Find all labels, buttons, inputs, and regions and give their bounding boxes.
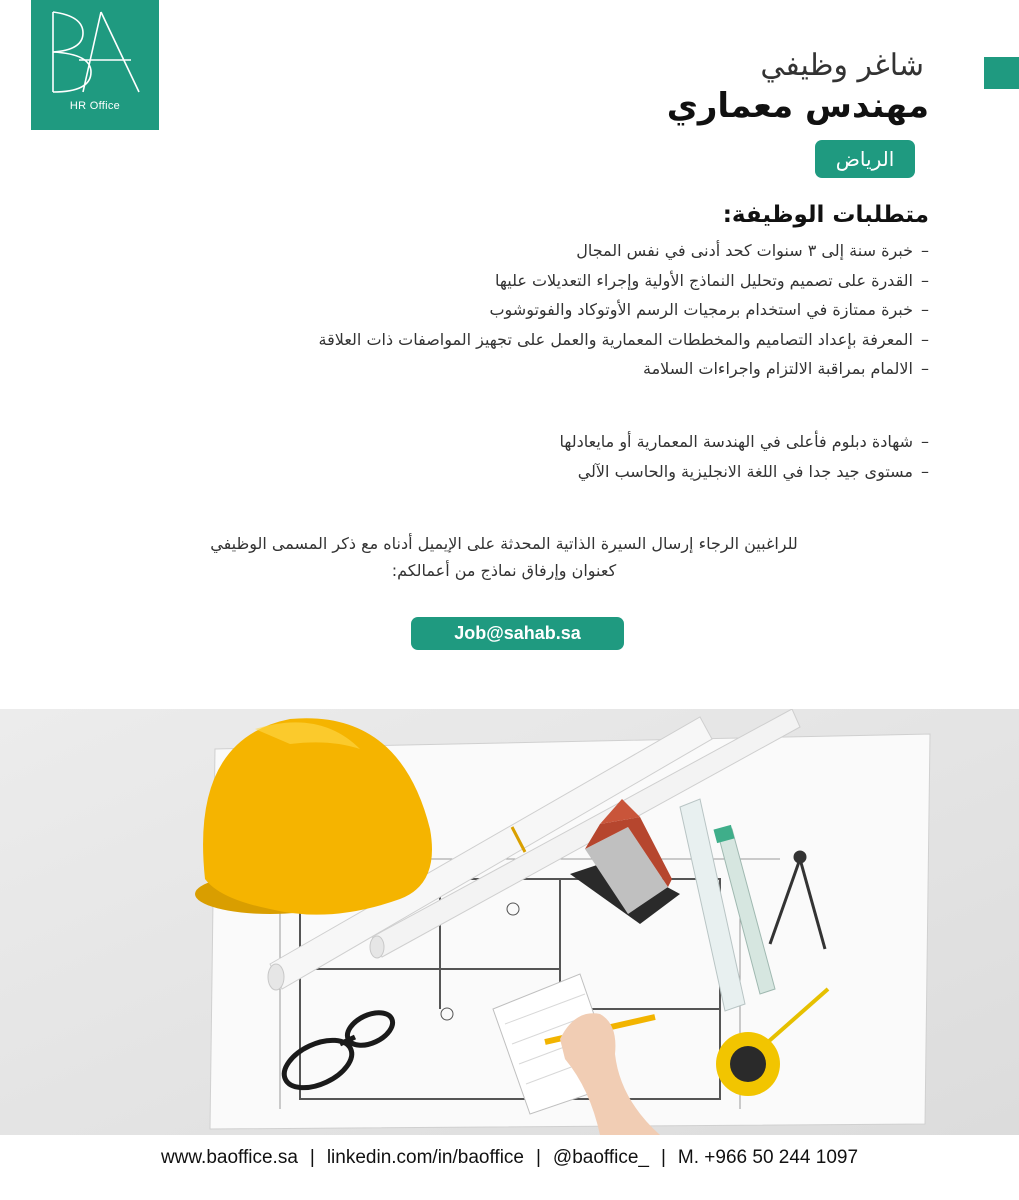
- architect-desk-photo: [0, 709, 1019, 1135]
- linkedin-link[interactable]: linkedin.com/in/baoffice: [326, 1147, 524, 1168]
- company-logo: [31, 0, 159, 130]
- list-item: –شهادة دبلوم فأعلى في الهندسة المعمارية أو مايعادلها: [559, 432, 929, 451]
- qualifications-list: [129, 427, 929, 487]
- website-link[interactable]: www.baoffice.sa: [160, 1147, 298, 1168]
- footer-divider: |: [535, 1147, 541, 1168]
- apply-line-2: كعنوان وإرفاق نماذج من أعمالكم:: [391, 561, 617, 580]
- apply-line-1: للراغبين الرجاء إرسال السيرة الذاتية المحدثة على الإيميل أدناه مع ذكر المسمى الوظيفي: [210, 534, 798, 553]
- mobile-number: M. +966 50 244 1097: [677, 1147, 859, 1168]
- footer-divider: |: [309, 1147, 315, 1168]
- list-item: –الالمام بمراقبة الالتزام واجراءات السلامة: [643, 359, 929, 378]
- list-item: –القدرة على تصميم وتحليل النماذج الأولية وإجراء التعديلات عليها: [494, 270, 929, 290]
- apply-instructions: [120, 530, 888, 584]
- requirements-heading: متطلبات الوظيفة:: [722, 202, 929, 228]
- city-badge: الرياض: [815, 140, 915, 178]
- email-button[interactable]: Job@sahab.sa: [411, 617, 624, 650]
- list-item: –خبرة سنة إلى ٣ سنوات كحد أدنى في نفس المجال: [576, 241, 929, 260]
- footer-divider: |: [660, 1147, 666, 1168]
- list-item: –مستوى جيد جدا في اللغة الانجليزية والحاسب الآلي: [577, 462, 929, 481]
- logo-subtitle: HR Office: [69, 100, 121, 112]
- corner-accent: [984, 57, 1019, 89]
- job-title: مهندس معماري: [666, 86, 929, 126]
- contact-footer: [0, 1147, 1019, 1169]
- ba-monogram-icon: [31, 0, 159, 100]
- social-handle[interactable]: @baoffice_: [552, 1147, 649, 1168]
- list-item: –خبرة ممتازة في استخدام برمجيات الرسم الأوتوكاد والفوتوشوب: [489, 300, 929, 319]
- list-item: –المعرفة بإعداد التصاميم والمخططات المعمارية والعمل على تجهيز المواصفات ذات العلاقة: [318, 329, 929, 349]
- vacancy-label: شاغر وظيفي: [760, 48, 924, 83]
- requirements-list: [129, 236, 929, 384]
